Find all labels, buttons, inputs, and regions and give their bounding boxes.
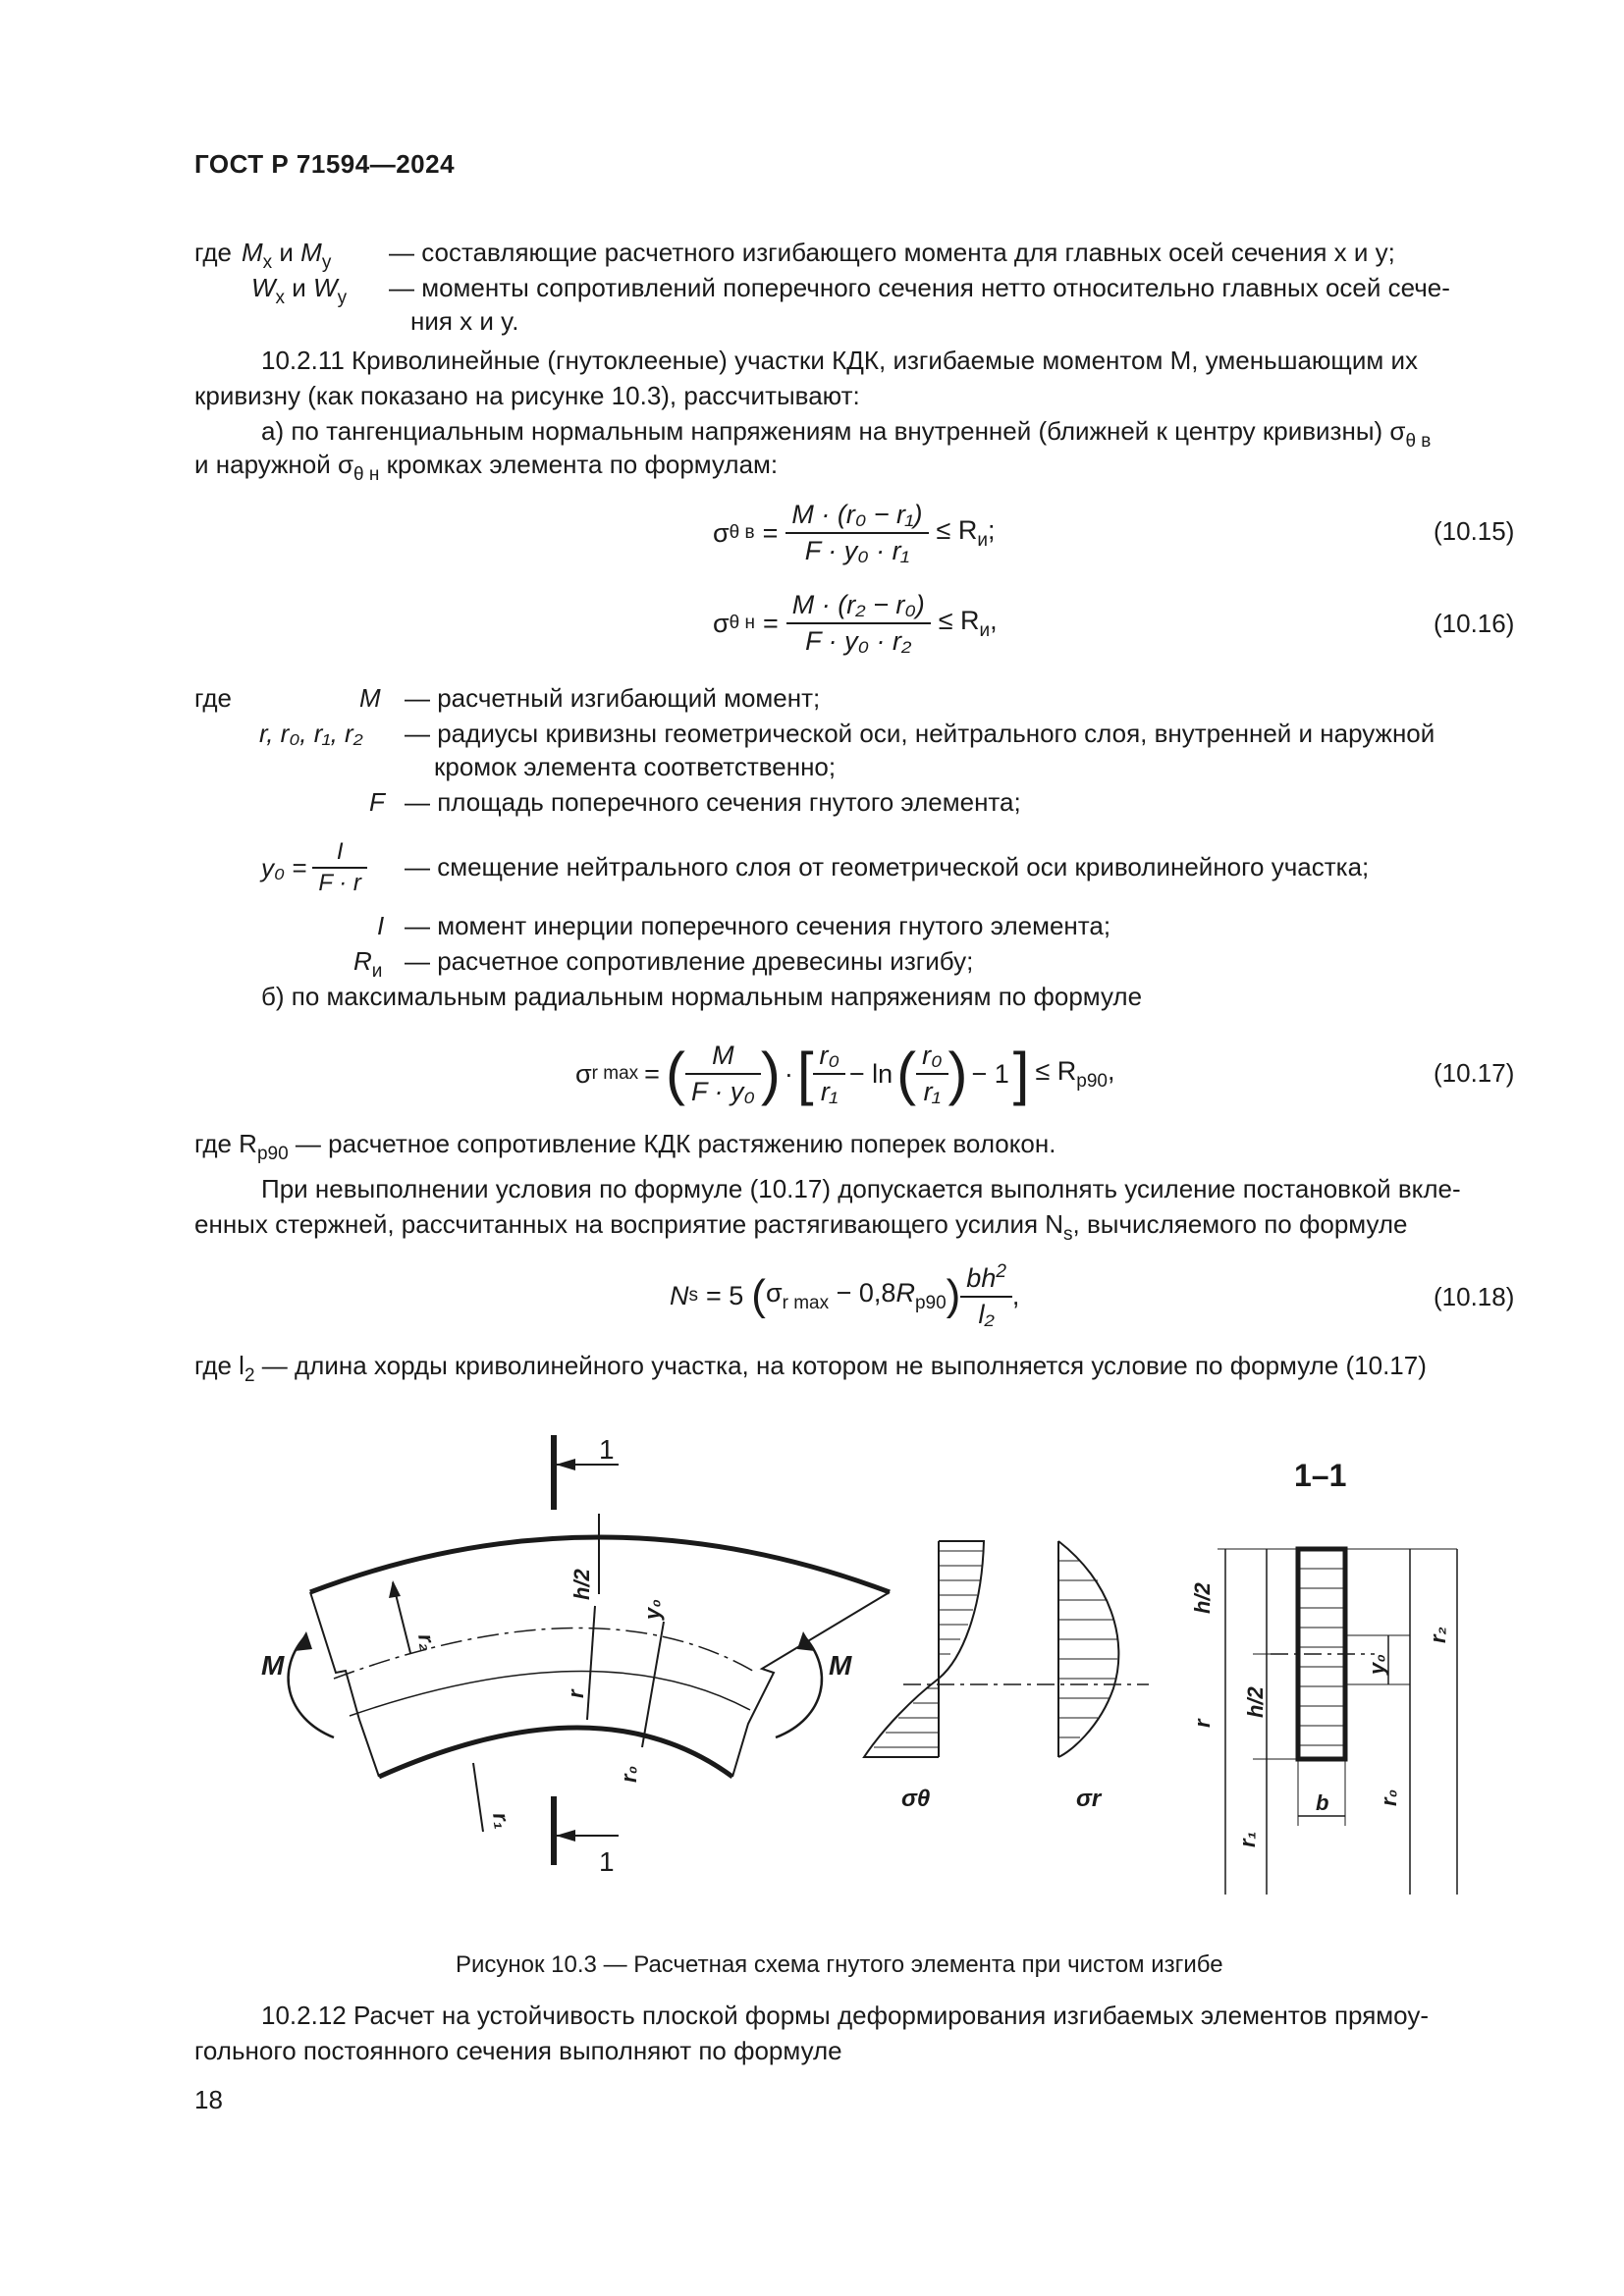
label-section-r1: r₁	[1235, 1831, 1260, 1847]
beam-geometric-axis	[334, 1628, 756, 1679]
label-section-y0: y₀	[1365, 1654, 1389, 1675]
paragraph-10-2-11-line2: кривизну (как показано на рисунке 10.3), рассчитывают:	[194, 381, 860, 410]
section-mark-bottom-label: 1	[599, 1846, 615, 1877]
beam-neutral-layer	[350, 1671, 750, 1716]
legend2-symbol-f: F	[369, 787, 385, 817]
label-r: r	[564, 1689, 588, 1698]
formula-10-15: σ θ в = $\frac{\text{M · (r₀ − r₁)}}{\text{F · y₀ · r₁}}$ ≤ $R_и$;	[713, 500, 996, 565]
item-a-line1: а) по тангенциальным нормальным напряжениям на внутренней (ближней к центру кривизны) $\sigma_{\theta в}$	[261, 416, 1432, 452]
legend2-text-y0: — смещение нейтрального слоя от геометрической оси криволинейного участка;	[405, 852, 1370, 881]
label-h2: h/2	[569, 1569, 594, 1600]
moment-label-left: M	[261, 1650, 285, 1681]
legend2-symbol-m: M	[359, 683, 381, 713]
legend2-symbol-r-bend: $R_и$	[353, 946, 383, 982]
legend2-symbol-i: I	[377, 911, 385, 940]
formula-10-17: σ r max = ( $\frac{M}{\text{F · y₀}}$ ) · [ $\frac{\text{r₀}}{\text{r₁}}$ − ln ( $\frac{\text{r₀}}{\text{r₁}}$ ) − 1 ] ≤ $R_{р90}$,	[575, 1041, 1115, 1106]
equation-number-10-15: (10.15)	[1434, 516, 1515, 546]
leader-r1	[473, 1763, 483, 1832]
legend2-text-radii: — радиусы кривизны геометрической оси, нейтрального слоя, внутренней и наружной	[405, 719, 1435, 748]
label-r2: r₂	[413, 1631, 441, 1653]
legend2-text-radii-cont: кромок элемента соответственно;	[434, 752, 837, 781]
formula-10-18: N s = 5 ( $\sigma_{r max} - 0,8R_{р90}$ ) $\frac{bh^2}{\text{l₂}}$ ,	[670, 1261, 1020, 1329]
equation-number-10-18: (10.18)	[1434, 1282, 1515, 1311]
label-r0: r₀	[617, 1765, 641, 1783]
section-mark-top-label: 1	[599, 1434, 615, 1465]
moment-label-right: M	[829, 1650, 852, 1681]
legend2-text-m: — расчетный изгибающий момент;	[405, 683, 821, 713]
paragraph-reinforce-line2: енных стержней, рассчитанных на восприятие растягивающего усилия $N_s$, вычисляемого по формуле	[194, 1209, 1408, 1245]
equation-number-10-17: (10.17)	[1434, 1058, 1515, 1088]
sigma-theta-curve	[864, 1541, 984, 1757]
beam-inner-edge	[379, 1728, 732, 1777]
label-y0: y₀	[640, 1599, 665, 1620]
leader-r	[587, 1606, 595, 1720]
label-section-h2-top: h/2	[1190, 1582, 1215, 1614]
paragraph-reinforce-line1: При невыполнении условия по формуле (10.17) допускается выполнять усиление постановкой вкле-	[261, 1174, 1461, 1203]
equation-number-10-16: (10.16)	[1434, 609, 1515, 638]
where-rp90: где $R_{р90}$ — расчетное сопротивление КДК растяжению поперек волокон.	[194, 1129, 1056, 1164]
paragraph-10-2-12-line2: гольного постоянного сечения выполняют по формуле	[194, 2036, 842, 2065]
formula-10-16: σ θ н = $\frac{\text{M · (r₂ − r₀)}}{\text{F · y₀ · r₂}}$ ≤ $R_и$,	[713, 590, 998, 656]
legend2-where: где	[194, 683, 232, 713]
legend2-text-f: — площадь поперечного сечения гнутого элемента;	[405, 787, 1021, 817]
item-b: б) по максимальным радиальным нормальным напряжениям по формуле	[261, 982, 1143, 1011]
paragraph-10-2-12-line1: 10.2.12 Расчет на устойчивость плоской формы деформирования изгибаемых элементов прямоу-	[261, 2001, 1429, 2030]
sigma-r-curve	[1058, 1541, 1118, 1757]
leader-r0	[642, 1622, 664, 1747]
label-section-r: r	[1190, 1719, 1215, 1728]
label-section-b: b	[1316, 1790, 1329, 1815]
label-section-r2: r₂	[1426, 1627, 1450, 1643]
page-number: 18	[194, 2085, 223, 2114]
moment-arc-right	[776, 1635, 822, 1737]
legend-where: где	[194, 238, 232, 267]
paragraph-10-2-11-line1: 10.2.11 Криволинейные (гнутоклееные) участки КДК, изгибаемые моментом M, уменьшающим их	[261, 346, 1418, 375]
label-r1: r₁	[488, 1810, 515, 1831]
legend-text-mx-my: — составляющие расчетного изгибающего момента для главных осей сечения x и y;	[389, 238, 1395, 267]
figure-10-3	[0, 1404, 1624, 1914]
beam-right-break	[732, 1592, 890, 1777]
where-l2: где $l_2$ — длина хорды криволинейного участка, на котором не выполняется условие по формуле (10.17)	[194, 1351, 1427, 1386]
legend-symbol-wx-wy: $W_x$ и $W_y$	[251, 273, 348, 308]
legend2-symbol-y0: y₀ = $\frac{I}{F \cdot r}$	[261, 840, 367, 895]
document-code: ГОСТ Р 71594—2024	[194, 149, 456, 179]
cross-section-hatch	[1298, 1569, 1345, 1745]
legend-text-wx-wy-cont: ния x и y.	[410, 306, 519, 336]
beam-left-break	[310, 1592, 379, 1777]
label-section-r0: r₀	[1377, 1789, 1401, 1806]
legend2-symbol-radii: r, r₀, r₁, r₂	[259, 719, 363, 748]
legend2-text-r-bend: — расчетное сопротивление древесины изгибу;	[405, 946, 974, 976]
figure-caption: Рисунок 10.3 — Расчетная схема гнутого элемента при чистом изгибе	[456, 1951, 1223, 1978]
sigma-r-hatch	[1058, 1561, 1117, 1737]
label-sigma-theta: σθ	[901, 1786, 931, 1812]
sigma-theta-hatch	[874, 1551, 983, 1747]
legend-text-wx-wy: — моменты сопротивлений поперечного сечения нетто относительно главных осей сече-	[389, 273, 1450, 302]
label-section-h2-bottom: h/2	[1243, 1686, 1268, 1718]
label-sigma-r: σr	[1076, 1786, 1102, 1812]
legend-symbol-mx-my: $M_x$ и $M_y$	[242, 238, 332, 273]
section-title: 1–1	[1294, 1458, 1347, 1493]
legend2-text-i: — момент инерции поперечного сечения гнутого элемента;	[405, 911, 1111, 940]
item-a-line2: и наружной $\sigma_{\theta н}$ кромках элемента по формулам:	[194, 450, 779, 485]
